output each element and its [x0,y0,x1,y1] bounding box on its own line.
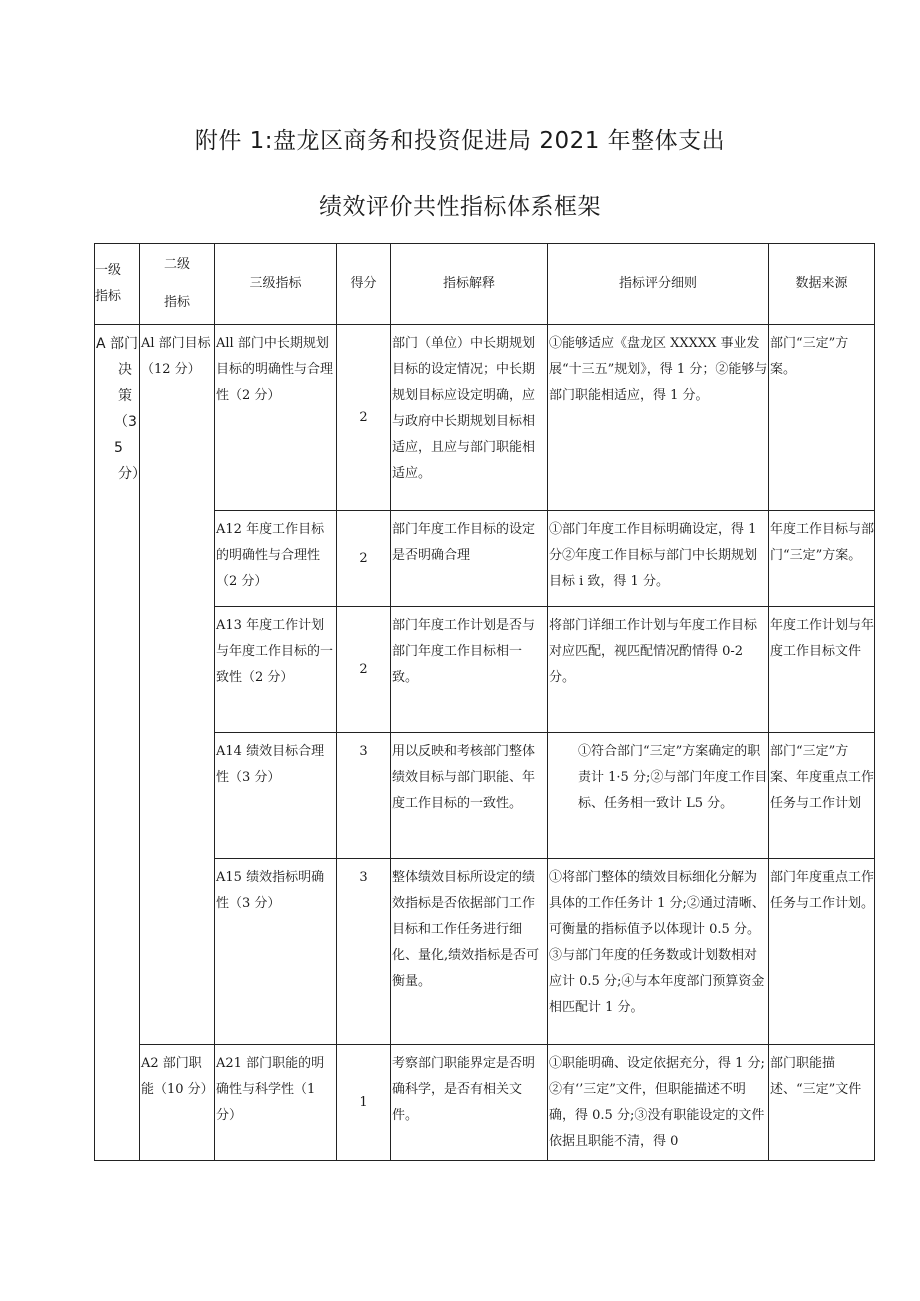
header-score: 得分 [337,244,391,325]
source-cell: 部门“三定”方案。 [769,325,875,511]
header-level2 [140,244,215,325]
source-cell: 年度工作计划与年度工作目标文件 [769,607,875,733]
level1-line3: 策 [118,388,132,404]
level3-cell: A15 绩效指标明确性（3 分） [215,859,337,1045]
header-source: 数据来源 [769,244,875,325]
header-level2-line1: 二级 [163,257,190,272]
level3-cell: A14 绩效目标合理性（3 分） [215,733,337,859]
document-title-line2: 绩效评价共性指标体系框架 [319,194,601,220]
score-cell: 2 [337,607,391,733]
header-level2-line2: 指标 [163,295,190,310]
explain-cell: 部门（单位）中长期规划目标的设定情况；中长期规划目标应设定明确，应与政府中长期规划目标相适应，且应与部门职能相适应。 [391,325,548,511]
header-level1-line1: 一级 [95,263,122,278]
explain-cell: 考察部门职能界定是否明确科学，是否有相关文件。 [391,1045,548,1161]
explain-cell: 部门年度工作目标的设定是否明确合理 [391,511,548,607]
header-explain: 指标解释 [391,244,548,325]
table-row [95,325,875,511]
source-cell: 年度工作目标与部门“三定”方案。 [769,511,875,607]
level2-cell: A2 部门职能（10 分） [140,1045,215,1161]
explain-cell: 部门年度工作计划是否与部门年度工作目标相一致。 [391,607,548,733]
level3-cell: All 部门中长期规划目标的明确性与合理性（2 分） [215,325,337,511]
explain-cell: 用以反映和考核部门整体绩效目标与部门职能、年度工作目标的一致性。 [391,733,548,859]
rules-cell: ①符合部门“三定”方案确定的职责计 1·5 分;②与部门年度工作目标、任务相一致计 L5 分。 [548,733,769,859]
level1-line5: 分） [118,466,146,482]
source-cell: 部门职能描述、“三定”文件 [769,1045,875,1161]
header-level3: 三级指标 [215,244,337,325]
rules-cell: ①将部门整体的绩效目标细化分解为具体的工作任务计 1 分;②通过清晰、可衡量的指标值予以体现计 0.5 分。③与部门年度的任务数或计划数相对应计 0.5 分;④与本年度部门预算资金相匹配计 1 分。 [548,859,769,1045]
level1-cell [95,325,146,1161]
indicator-table [94,243,875,1161]
table-header-row [95,244,875,325]
score-cell: 3 [337,733,391,859]
score-cell: 2 [337,511,391,607]
level2-cell: Al 部门目标（12 分） [140,325,215,1045]
level1-line4: （35 [114,414,137,456]
level3-cell: A12 年度工作目标的明确性与合理性（2 分） [215,511,337,607]
table-row [95,1045,875,1161]
header-level1 [95,244,140,325]
document-title-line1: 附件 1:盘龙区商务和投资促进局 2021 年整体支出 [194,128,726,154]
header-level1-line2: 指标 [95,289,122,304]
score-cell: 2 [337,325,391,511]
level3-cell: A21 部门职能的明确性与科学性（1 分） [215,1045,337,1161]
source-cell: 部门“三定”方案、年度重点工作任务与工作计划 [769,733,875,859]
header-rules: 指标评分细则 [548,244,769,325]
rules-cell: ①能够适应《盘龙区 XXXXX 事业发展“十三五”规划》，得 1 分；②能够与部门职能相适应，得 1 分。 [548,325,769,511]
score-cell: 3 [337,859,391,1045]
rules-cell: ①职能明确、设定依据充分，得 1 分;②有‘’三定”文件，但职能描述不明确，得 0.5 分;③没有职能设定的文件依据且职能不清，得 0 [548,1045,769,1161]
level1-line2: 决 [118,362,132,378]
level1-line1: A 部门 [96,336,139,352]
rules-cell: 将部门详细工作计划与年度工作目标对应匹配，视匹配情况酌情得 0-2 分。 [548,607,769,733]
explain-cell: 整体绩效目标所设定的绩效指标是否依据部门工作目标和工作任务进行细化、量化,绩效指标是否可衡量。 [391,859,548,1045]
source-cell: 部门年度重点工作任务与工作计划。 [769,859,875,1045]
rules-cell: ①部门年度工作目标明确设定，得 1 分②年度工作目标与部门中长期规划目标 i 致，得 1 分。 [548,511,769,607]
level3-cell: A13 年度工作计划与年度工作目标的一致性（2 分） [215,607,337,733]
score-cell: 1 [337,1045,391,1161]
